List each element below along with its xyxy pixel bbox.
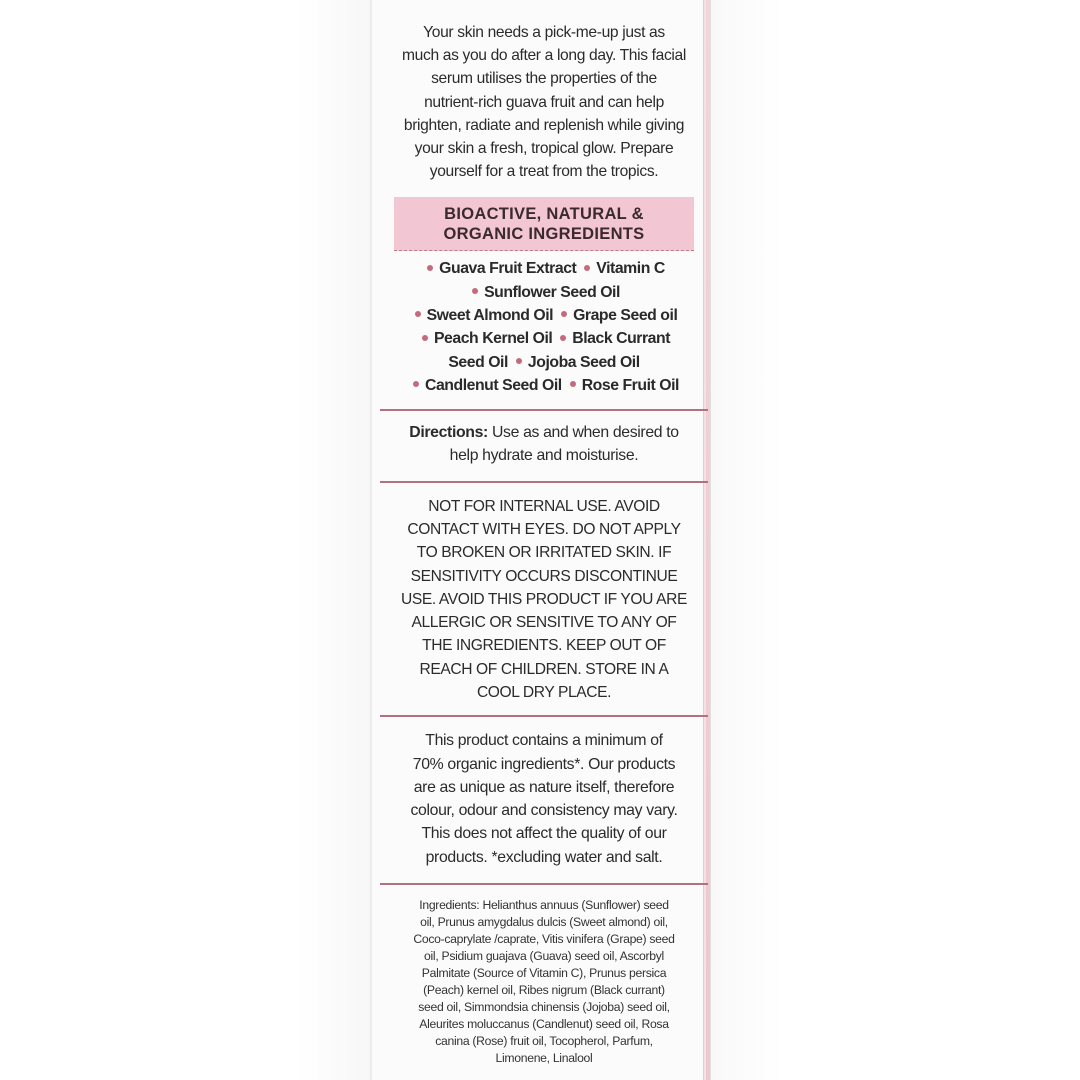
- bullet-icon: [427, 265, 433, 271]
- warning-line: THE INGREDIENTS. KEEP OUT OF: [422, 637, 666, 655]
- section-divider: [380, 409, 708, 411]
- directions-label: Directions:: [409, 424, 488, 442]
- directions-line: help hydrate and moisturise.: [449, 447, 639, 465]
- ingredients-banner: [394, 197, 694, 251]
- intro-line: much as you do after a long day. This facial: [402, 47, 686, 65]
- bullet-icon: [584, 265, 590, 271]
- bullet-icon: [472, 288, 478, 294]
- inci-line: Palmitate (Source of Vitamin C), Prunus persica: [421, 966, 667, 981]
- organic-line: This product contains a minimum of: [425, 732, 663, 750]
- inci-line: canina (Rose) fruit oil, Tocopherol, Parfum,: [435, 1034, 653, 1049]
- bullet-icon: [415, 311, 421, 317]
- ingredient-item: Guava Fruit Extract: [439, 260, 577, 278]
- bullet-icon: [516, 358, 522, 364]
- product-box-side-panel: [370, 0, 711, 1080]
- intro-line: yourself for a treat from the tropics.: [429, 163, 659, 181]
- intro-line: serum utilises the properties of the: [431, 70, 657, 88]
- warning-line: TO BROKEN OR IRRITATED SKIN. IF: [416, 544, 672, 562]
- warning-line: ALLERGIC OR SENSITIVE TO ANY OF: [411, 614, 677, 632]
- directions-text: Use as and when desired to: [487, 424, 679, 442]
- ingredient-item: Grape Seed oil: [573, 307, 678, 325]
- ingredients-row: [388, 304, 700, 327]
- warning-line: SENSITIVITY OCCURS DISCONTINUE: [410, 567, 678, 585]
- warning-line: NOT FOR INTERNAL USE. AVOID: [428, 497, 660, 515]
- inci-line: Coco-caprylate /caprate, Vitis vinifera (Grape) seed: [413, 932, 675, 947]
- warning-line: USE. AVOID THIS PRODUCT IF YOU ARE: [401, 590, 687, 608]
- bullet-icon: [560, 335, 566, 341]
- organic-line: 70% organic ingredients*. Our products: [412, 755, 676, 773]
- inci-line: oil, Psidium guajava (Guava) seed oil, Ascorbyl: [424, 949, 664, 964]
- organic-line: This does not affect the quality of our: [421, 825, 667, 843]
- organic-line: products. *excluding water and salt.: [425, 848, 663, 866]
- ingredient-item: Vitamin C: [596, 260, 665, 278]
- directions-paragraph: [400, 421, 688, 467]
- banner-line: ORGANIC INGREDIENTS: [443, 225, 645, 244]
- bullet-icon: [422, 335, 428, 341]
- bullet-icon: [413, 381, 419, 387]
- inci-line: Ingredients: Helianthus annuus (Sunflower) seed: [419, 898, 669, 913]
- section-divider: [380, 883, 708, 885]
- ingredients-row: [388, 327, 700, 350]
- ingredients-row: [388, 374, 700, 397]
- section-divider: [380, 481, 708, 483]
- bullet-icon: [570, 381, 576, 387]
- ingredient-item: Sweet Almond Oil: [426, 307, 554, 325]
- background-right: [708, 0, 1080, 1080]
- intro-line: Your skin needs a pick-me-up just as: [423, 24, 665, 41]
- inci-line: (Peach) kernel oil, Ribes nigrum (Black currant): [423, 983, 665, 998]
- inci-line: seed oil, Simmondsia chinensis (Jojoba) seed oil,: [418, 1000, 670, 1015]
- intro-line: brighten, radiate and replenish while giving: [403, 116, 685, 134]
- intro-line: your skin a fresh, tropical glow. Prepare: [414, 140, 674, 158]
- box-pink-edge: [706, 0, 710, 1080]
- organic-paragraph: [400, 729, 688, 869]
- inci-ingredients-paragraph: [394, 897, 694, 1067]
- ingredients-row: [388, 257, 700, 280]
- inci-line: Aleurites moluccanus (Candlenut) seed oil, Rosa: [419, 1017, 669, 1032]
- background-left: [0, 0, 370, 1080]
- ingredient-item: Candlenut Seed Oil: [425, 376, 562, 394]
- box-text-content: [400, 21, 688, 1067]
- directions-line: [409, 424, 678, 441]
- banner-line: BIOACTIVE, NATURAL &: [444, 205, 644, 224]
- ingredient-item: Peach Kernel Oil: [433, 330, 553, 348]
- ingredient-item: Seed Oil: [448, 353, 508, 371]
- bullet-icon: [561, 311, 567, 317]
- ingredients-row: [388, 351, 700, 374]
- warning-line: COOL DRY PLACE.: [476, 683, 612, 701]
- organic-line: are as unique as nature itself, therefore: [413, 778, 675, 796]
- warning-paragraph: [400, 495, 688, 705]
- ingredient-item: Black Currant: [572, 330, 671, 348]
- inci-line: oil, Prunus amygdalus dulcis (Sweet almond) oil,: [420, 915, 668, 930]
- section-divider: [380, 715, 708, 717]
- ingredient-item: Jojoba Seed Oil: [527, 353, 640, 371]
- warning-line: CONTACT WITH EYES. DO NOT APPLY: [407, 520, 681, 538]
- warning-line: REACH OF CHILDREN. STORE IN A: [419, 660, 669, 678]
- ingredients-row: [388, 281, 700, 304]
- ingredient-item: Sunflower Seed Oil: [484, 283, 620, 301]
- intro-paragraph: [400, 21, 688, 183]
- intro-line: nutrient-rich guava fruit and can help: [424, 93, 664, 111]
- ingredient-item: Rose Fruit Oil: [581, 376, 679, 394]
- inci-line: Limonene, Linalool: [495, 1051, 593, 1066]
- key-ingredients-list: [388, 257, 700, 397]
- organic-line: colour, odour and consistency may vary.: [410, 802, 678, 820]
